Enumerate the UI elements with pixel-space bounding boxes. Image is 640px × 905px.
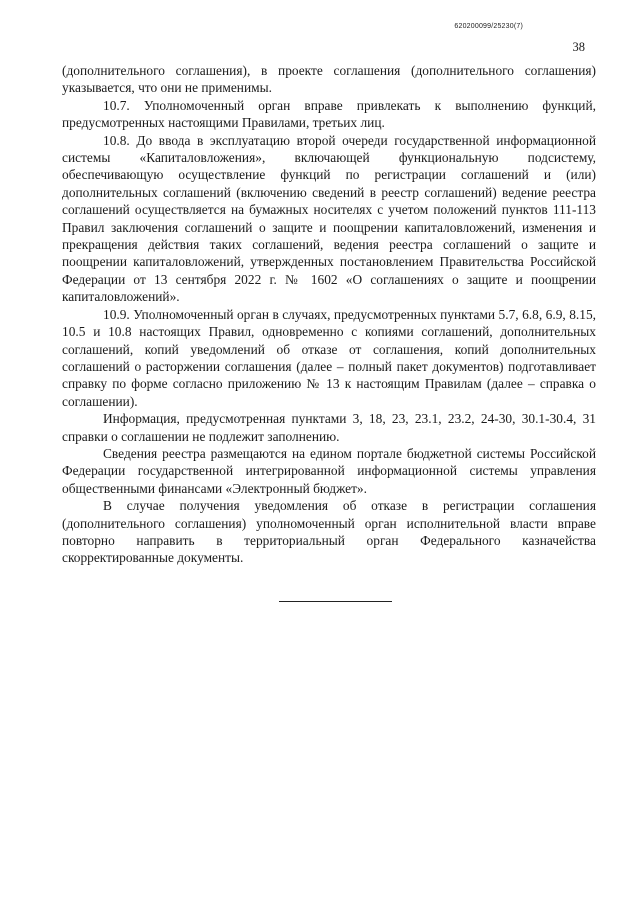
paragraph-10-8: 10.8. До ввода в эксплуатацию второй очереди государственной информационной системы «Капиталовложения», включающей функциональную подсистему, обеспечивающую осуществление функций по регистрации соглашений и (или) дополнительных соглашений (включению сведений в реестр соглашений) ведение реестра соглашений осуществляется на бумажных носителях с учетом положений пунктов 111-113 Правил заключения соглашений о защите и поощрении капиталовложений, изменения и прекращения действия таких соглашений, ведения реестра соглашений о защите и поощрении капиталовложений, утвержденных постановлением Правительства Российской Федерации от 13 сентября 2022 г. № 1602 «О соглашениях о защите и поощрении капиталовложений». — [62, 132, 596, 305]
paragraph-10-7: 10.7. Уполномоченный орган вправе привлекать к выполнению функций, предусмотренных настоящими Правилами, третьих лиц. — [62, 97, 596, 131]
paragraph-10-9: 10.9. Уполномоченный орган в случаях, предусмотренных пунктами 5.7, 6.8, 6.9, 8.15, 10.5 и 10.8 настоящих Правил, одновременно с копиями соглашений, дополнительных соглашений, копий уведомлений об отказе от соглашения, копий дополнительных соглашений о расторжении соглашения (далее – полный пакет документов) подготавливает справку по форме согласно приложению № 13 к настоящим Правилам (далее – справка о соглашении). — [62, 306, 596, 409]
paragraph-information: Информация, предусмотренная пунктами 3, 18, 23, 23.1, 23.2, 24-30, 30.1-30.4, 31 справки о соглашении не подлежит заполнению. — [62, 411, 596, 444]
end-divider — [279, 601, 392, 602]
paragraph-registry-info: Сведения реестра размещаются на едином портале бюджетной системы Российской Федерации государственной интегрированной информационной системы управления общественными финансами «Электронный бюджет». — [62, 445, 596, 496]
document-id: 620200099/25230(7) — [454, 23, 523, 30]
paragraph-continuation: (дополнительного соглашения), в проекте соглашения (дополнительного соглашения) указывается, что они не применимы. — [62, 63, 596, 96]
paragraph-refusal-case: В случае получения уведомления об отказе в регистрации соглашения (дополнительного соглашения) уполномоченный орган исполнительной власти вправе повторно направить в территориальный орган Федерального казначейства скорректированные документы. — [62, 498, 596, 566]
page-number: 38 — [572, 40, 585, 54]
document-body — [62, 62, 596, 567]
